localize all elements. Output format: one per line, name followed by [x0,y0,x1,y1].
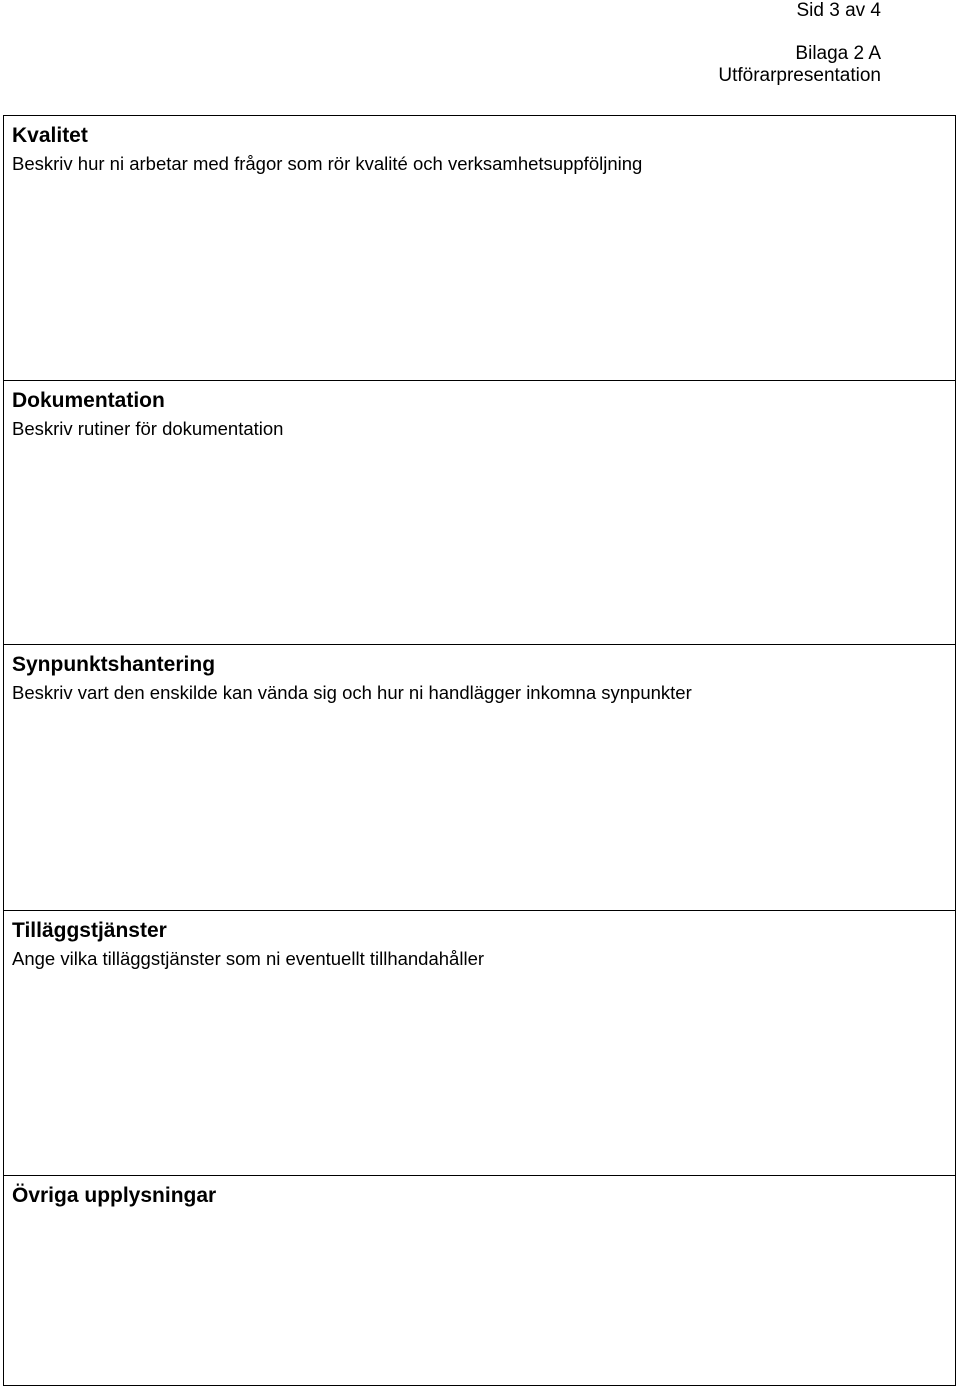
section-dokumentation[interactable] [4,381,955,645]
section-heading: Kvalitet [12,124,88,147]
section-kvalitet[interactable] [4,116,955,381]
attachment-label: Bilaga 2 A [795,43,881,64]
section-heading: Övriga upplysningar [12,1184,217,1207]
form-table [3,115,956,1386]
section-description: Beskriv vart den enskilde kan vända sig och hur ni handlägger inkomna synpunkter [12,682,692,703]
document-type: Utförarpresentation [718,65,881,86]
section-heading: Synpunktshantering [12,653,216,676]
page-header [718,0,881,87]
section-description: Beskriv hur ni arbetar med frågor som rör kvalité och verksamhetsuppföljning [12,153,643,174]
section-ovriga-upplysningar[interactable] [4,1176,955,1385]
section-tillaggstjanster[interactable] [4,911,955,1176]
page-number: Sid 3 av 4 [796,0,881,21]
section-description: Beskriv rutiner för dokumentation [12,418,284,439]
section-heading: Tilläggstjänster [12,919,167,942]
section-synpunktshantering[interactable] [4,645,955,911]
section-description: Ange vilka tilläggstjänster som ni eventuellt tillhandahåller [12,948,485,969]
section-heading: Dokumentation [12,389,165,412]
